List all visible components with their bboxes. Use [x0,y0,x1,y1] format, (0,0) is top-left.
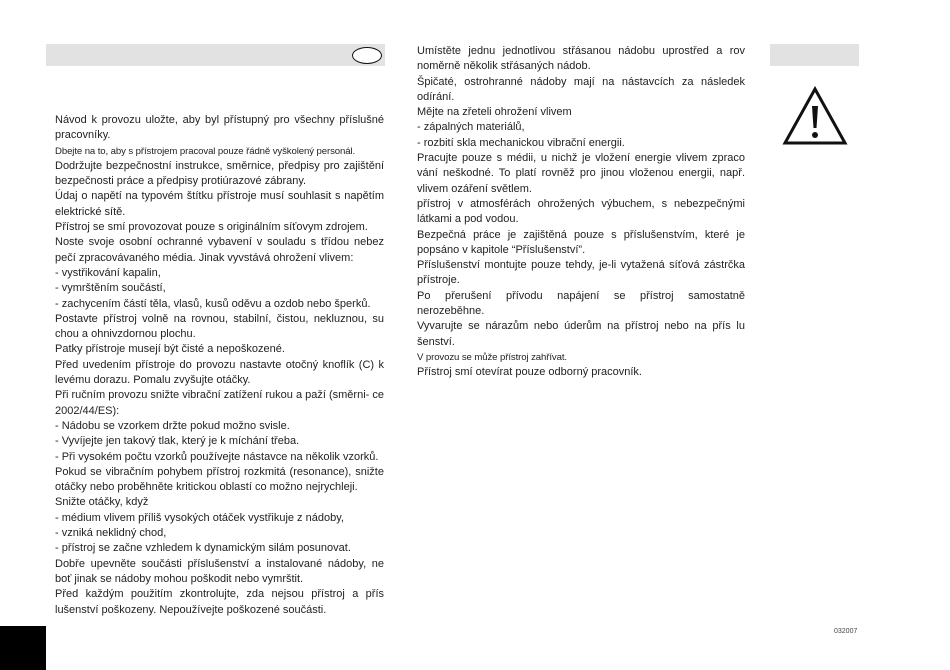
middle-text-column [417,44,745,381]
section-header-bar [46,44,385,66]
paragraph: - přístroj se začne vzhledem k dynamickým silám posunovat. [55,542,351,555]
paragraph: - Vyvíjejte jen takový tlak, který je k míchání třeba. [55,435,300,448]
left-text-column [55,113,384,618]
paragraph: Přístroj smí otevírat pouze odborný pracovník. [417,366,642,379]
paragraph: V provozu se může přístroj zahřívat. [417,351,567,363]
paragraph: - médium vlivem příliš vysokých otáček vystřikuje z nádoby, [55,511,344,524]
paragraph: Před uvedením přístroje do provozu nastavte otočný knoflík (C) k levému dorazu. Pomalu zvyšujte otáčky. [55,358,384,387]
paragraph: Špičaté, ostrohranné nádoby mají na nástavcích za následek odírání. [417,75,745,103]
header-oval-icon [352,47,382,64]
paragraph: Postavte přístroj volně na rovnou, stabilní, čistou, nekluznou, su chou a ohnivzdornou plochu. [55,312,384,341]
paragraph: Pokud se vibračním pohybem přístroj rozkmitá (resonance), snižte otáčky nebo proběhněte kritickou oblastí co možno nejrychleji. [55,465,384,494]
paragraph: - Při vysokém počtu vzorků používejte nástavce na několik vzorků. [55,450,379,463]
paragraph: Dobře upevněte součásti příslušenství a instalované nádoby, ne boť jinak se nádoby mohou poškodit nebo vymrštit. [55,557,384,585]
paragraph: Při ručním provozu snižte vibrační zatížení rukou a paží (směrni- ce 2002/44/ES): [55,389,384,417]
paragraph: Návod k provozu uložte, aby byl přístupný pro všechny příslušné pracovníky. [55,114,384,142]
paragraph: Umístěte jednu jednotlivou střásanou nádobu uprostřed a rov noměrně několik střásaných nádob. [417,45,745,73]
paragraph: - vymrštěním součástí, [55,282,166,295]
paragraph: přístroj v atmosférách ohrožených výbuchem, s nebezpečnými látkami a pod vodou. [417,197,745,226]
paragraph: - zápalných materiálů, [417,121,525,134]
paragraph: Noste svoje osobní ochranné vybavení v souladu s třídou nebez pečí zpracovávaného média. Jinak vyvstává ohrožení vlivem: [55,236,384,264]
paragraph: Před každým použitím zkontrolujte, zda nejsou přístroj a přís lušenství poškozeny. Nepoužívejte poškozené součásti. [55,588,384,616]
paragraph: Mějte na zřeteli ohrožení vlivem [417,106,572,119]
page-tab-block [0,626,46,670]
paragraph: Přístroj se smí provozovat pouze s originálním síťovym zdrojem. [55,221,368,234]
paragraph: Bezpečná práce je zajištěná pouze s příslušenstvím, které je popsáno v kapitole “Příslušenství”. [417,228,745,256]
paragraph: - Nádobu se vzorkem držte pokud možno svisle. [55,419,290,432]
paragraph: - zachycením částí těla, vlasů, kusů oděvu a ozdob nebo šperků. [55,297,371,310]
paragraph: Po přerušení přívodu napájení se přístroj samostatně nerozeběhne. [417,289,745,318]
paragraph: Údaj o napětí na typovém štítku přístroje musí souhlasit s napětím elektrické sítě. [55,190,384,218]
paragraph: Patky přístroje musejí být čisté a nepoškozené. [55,343,285,356]
warning-triangle-icon [782,86,848,146]
paragraph: Snižte otáčky, když [55,496,149,509]
paragraph: Dodržujte bezpečnostní instrukce, směrnice, předpisy pro zajištění bezpečnosti práce a předpisy protiúrazové zábrany. [55,159,384,188]
paragraph: Příslušenství montujte pouze tehdy, je-li vytažená síťová zástrčka přístroje. [417,259,745,287]
paragraph: Pracujte pouze s médii, u nichž je vložení energie vlivem zpraco vání neškodné. To platí rovněž pro jinou vloženou energii, např. vlivem ozáření světlem. [417,152,745,195]
paragraph: - vystřikování kapalin, [55,266,161,279]
paragraph: - rozbití skla mechanickou vibrační energii. [417,136,625,149]
paragraph: - vzniká neklidný chod, [55,527,167,540]
document-code: 032007 [834,628,858,635]
paragraph: Vyvarujte se nárazům nebo úderům na přístroj nebo na přís lu šenství. [417,320,745,348]
paragraph: Dbejte na to, aby s přístrojem pracoval pouze řádně vyškolený personál. [55,145,356,157]
side-header-bar [770,44,859,66]
